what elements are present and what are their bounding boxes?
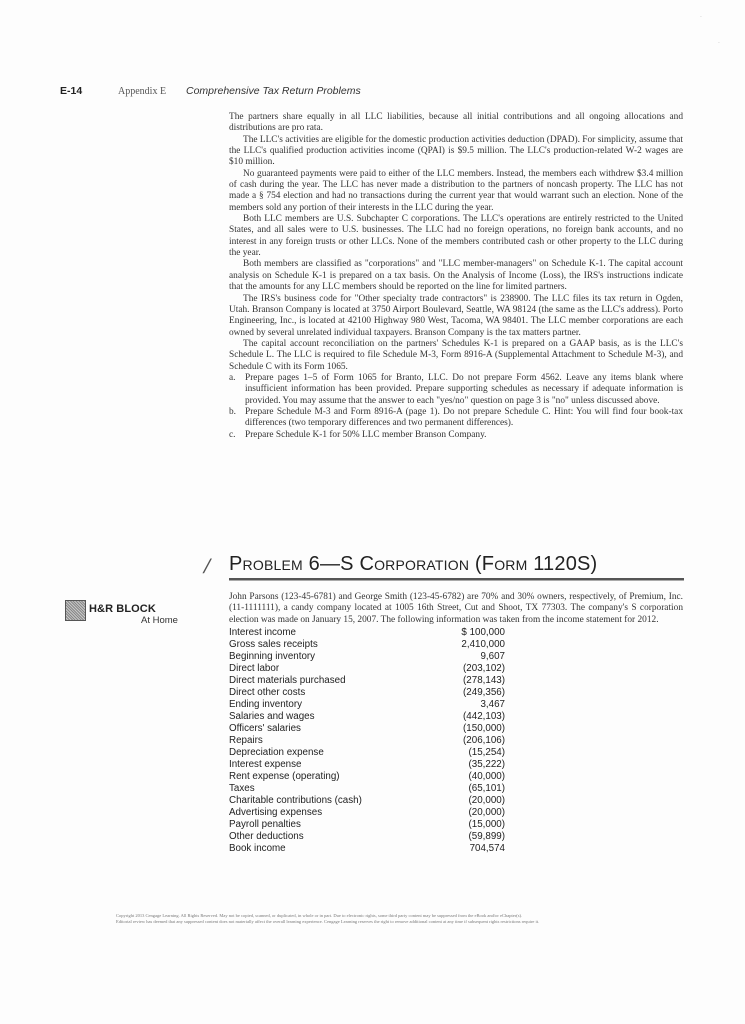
line-item-value: (35,222) xyxy=(468,759,505,770)
table-row xyxy=(229,627,505,639)
table-row xyxy=(229,651,505,663)
line-item-label: Payroll penalties xyxy=(229,819,301,830)
line-item-value: (442,103) xyxy=(463,711,505,722)
logo-brand: H&R BLOCK xyxy=(89,603,156,615)
line-item-label: Interest income xyxy=(229,627,296,638)
table-row xyxy=(229,771,505,783)
line-item-label: Book income xyxy=(229,843,286,854)
line-item-label: Charitable contributions (cash) xyxy=(229,795,362,806)
task-list xyxy=(229,373,683,441)
line-item-label: Other deductions xyxy=(229,831,304,842)
line-item-value: $ 100,000 xyxy=(461,627,505,638)
line-item-value: (20,000) xyxy=(468,795,505,806)
task-text: Prepare Schedule M-3 and Form 8916-A (page 1). Do not prepare Schedule C. Hint: You will find four book-tax differences (two temporary differences and two permanent differences). xyxy=(245,406,683,429)
table-row xyxy=(229,831,505,843)
table-row xyxy=(229,711,505,723)
scan-speck: · xyxy=(700,14,702,21)
table-row xyxy=(229,843,505,855)
problem-5-continued-text xyxy=(229,112,683,441)
table-row xyxy=(229,795,505,807)
task-item xyxy=(229,373,683,407)
line-item-label: Officers' salaries xyxy=(229,723,301,734)
paragraph: The LLC's activities are eligible for the domestic production activities deduction (DPAD). For simplicity, assume that the LLC's qualified production activities income (QPAI) is $9.5 million. The LLC's production-related W-2 wages are $10 million. xyxy=(229,134,683,168)
task-text: Prepare pages 1–5 of Form 1065 for Branto, LLC. Do not prepare Form 4562. Leave any items blank where insufficient information has been provided. Prepare supporting schedules as necessary if adequate information is provided. You may assume that the answer to each "yes/no" question on page 3 is "no" unless discussed above. xyxy=(245,372,683,406)
line-item-label: Salaries and wages xyxy=(229,711,315,722)
problem-description: John Parsons (123-45-6781) and George Smith (123-45-6782) are 70% and 30% owners, respectively, of Premium, Inc. (11-1111111), a candy company located at 1005 16th Street, Cut and Shoot, TX 77303. The company's S corporation election was made on January 15, 2007. The following information was taken from the income statement for 2012. xyxy=(229,592,683,625)
table-row xyxy=(229,723,505,735)
line-item-value: 704,574 xyxy=(469,843,505,854)
line-item-value: (15,000) xyxy=(468,819,505,830)
line-item-label: Depreciation expense xyxy=(229,747,324,758)
paragraph: No guaranteed payments were paid to either of the LLC members. Instead, the members each withdrew $3.4 million of cash during the year. The LLC has never made a distribution to the partners of noncash property. The LLC has not made a § 754 election and had no transactions during the current year that would warrant such an election. None of the members sold any portion of their interests in the LLC during the year. xyxy=(229,168,683,213)
line-item-value: 3,467 xyxy=(480,699,505,710)
hr-block-logo-icon xyxy=(65,600,86,621)
table-row xyxy=(229,747,505,759)
paragraph: The IRS's business code for "Other specialty trade contractors" is 238900. The LLC files its tax return in Ogden, Utah. Branson Company is located at 3750 Airport Boulevard, Seattle, WA 98124 (the same as the LLC's address). Porto Engineering, Inc., is located at 42100 Highway 980 West, Tacoma, WA 98401. The LLC member corporations are each owned by several unrelated individual taxpayers. Branson Company is the tax matters partner. xyxy=(229,293,683,338)
task-item xyxy=(229,430,683,441)
line-item-label: Direct other costs xyxy=(229,687,306,698)
line-item-label: Direct labor xyxy=(229,663,280,674)
table-row xyxy=(229,783,505,795)
table-row xyxy=(229,699,505,711)
line-item-label: Interest expense xyxy=(229,759,302,770)
task-letter: b. xyxy=(229,406,237,417)
line-item-label: Beginning inventory xyxy=(229,651,316,662)
copyright-footer xyxy=(116,913,706,924)
line-item-value: (40,000) xyxy=(468,771,505,782)
paragraph: Both LLC members are U.S. Subchapter C corporations. The LLC's operations are entirely restricted to the United States, and all sales were to U.S. businesses. The LLC had no foreign operations, no foreign bank accounts, and no interest in any foreign trusts or other LLCs. None of the members contributed cash or other property to the LLC during the year. xyxy=(229,214,683,259)
page-header xyxy=(60,85,680,97)
line-item-value: (150,000) xyxy=(463,723,505,734)
line-item-value: (15,254) xyxy=(468,747,505,758)
title-rule xyxy=(229,580,684,581)
table-row xyxy=(229,807,505,819)
problem-marker: / xyxy=(201,556,213,578)
line-item-value: (278,143) xyxy=(463,675,505,686)
income-statement-table xyxy=(229,627,505,855)
line-item-value: 9,607 xyxy=(480,651,505,662)
table-row xyxy=(229,663,505,675)
problem-title: Problem 6—S Corporation (Form 1120S) xyxy=(229,551,684,580)
table-row xyxy=(229,639,505,651)
line-item-value: (206,106) xyxy=(463,735,505,746)
table-row xyxy=(229,675,505,687)
line-item-value: (20,000) xyxy=(468,807,505,818)
task-letter: a. xyxy=(229,372,236,383)
footer-line: Copyright 2013 Cengage Learning. All Rights Reserved. May not be copied, scanned, or duplicated, in whole or in part. Due to electronic rights, some third party content may be suppressed from the eBook and/or eChapter(s). xyxy=(116,913,523,918)
hr-block-logo xyxy=(65,600,197,630)
page-number: E-14 xyxy=(60,85,83,97)
line-item-label: Repairs xyxy=(229,735,263,746)
appendix-label: Appendix E xyxy=(118,86,167,97)
line-item-value: 2,410,000 xyxy=(461,639,505,650)
line-item-label: Gross sales receipts xyxy=(229,639,318,650)
task-letter: c. xyxy=(229,429,236,440)
table-row xyxy=(229,759,505,771)
table-row xyxy=(229,735,505,747)
paragraph: The capital account reconciliation on the partners' Schedules K-1 is prepared on a GAAP basis, as is the LLC's Schedule L. The LLC is required to file Schedule M-3, Form 8916-A (Supplemental Attachment to Schedule M-3), and Schedule C with its Form 1065. xyxy=(229,338,683,372)
line-item-label: Direct materials purchased xyxy=(229,675,346,686)
table-row xyxy=(229,687,505,699)
footer-line: Editorial review has deemed that any suppressed content does not materially affect the overall learning experience. Cengage Learning reserves the right to remove additional content at any time if subsequent rights restrictions require it. xyxy=(116,918,540,924)
task-text: Prepare Schedule K-1 for 50% LLC member Branson Company. xyxy=(245,429,487,440)
paragraph: Both members are classified as "corporations" and "LLC member-managers" on Schedule K-1. The capital account analysis on Schedule K-1 is prepared on a tax basis. On the Analysis of Income (Loss), the IRS's instructions indicate that the amounts for any LLC members should be reported on the line for limited partners. xyxy=(229,259,683,293)
running-title: Comprehensive Tax Return Problems xyxy=(186,85,361,97)
line-item-label: Rent expense (operating) xyxy=(229,771,340,782)
line-item-label: Ending inventory xyxy=(229,699,302,710)
table-row xyxy=(229,819,505,831)
line-item-value: (249,356) xyxy=(463,687,505,698)
line-item-label: Taxes xyxy=(229,783,255,794)
line-item-value: (203,102) xyxy=(463,663,505,674)
paragraph: The partners share equally in all LLC liabilities, because all initial contributions and all ongoing allocations and distributions are pro rata. xyxy=(229,112,683,134)
logo-subtitle: At Home xyxy=(141,615,178,626)
line-item-value: (59,899) xyxy=(468,831,505,842)
line-item-label: Advertising expenses xyxy=(229,807,323,818)
line-item-value: (65,101) xyxy=(468,783,505,794)
task-item xyxy=(229,407,683,430)
scan-speck: · xyxy=(718,40,720,47)
